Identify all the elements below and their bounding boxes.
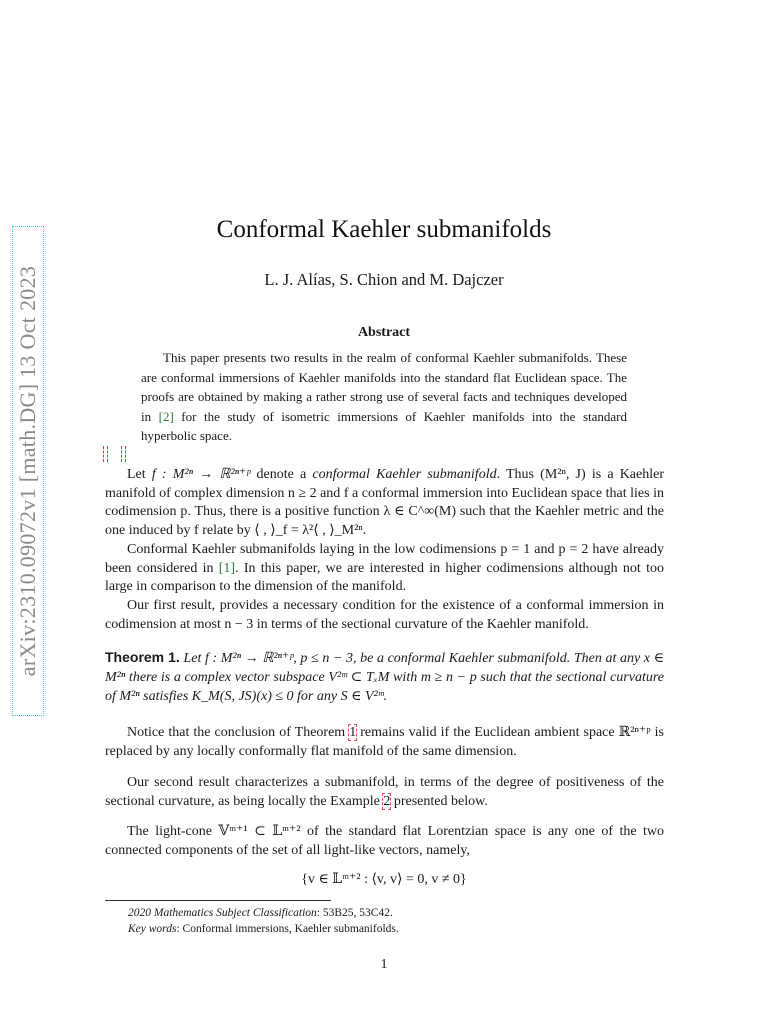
- paragraph-light-cone: The light-cone 𝕍ᵐ⁺¹ ⊂ 𝕃ᵐ⁺² of the standard flat Lorentzian space is any one of the two connected components of the set of all light-like vectors, namely,: [105, 824, 664, 858]
- intro-text-start: Let: [127, 467, 152, 482]
- keywords-value: : Conformal immersions, Kaehler submanifolds.: [176, 923, 399, 935]
- footnotes: [128, 905, 668, 937]
- intro-map-formula: f : M²ⁿ → ℝ²ⁿ⁺ᵖ: [151, 467, 251, 482]
- intro-emphasis: conformal Kaehler submanifold: [312, 467, 497, 482]
- link-anchor-marker[interactable]: [103, 446, 108, 462]
- theorem-reference-link[interactable]: 1: [349, 725, 357, 741]
- theorem-1: [105, 648, 664, 706]
- p2-text-after: . In this paper, we are interested in higher codimensions although not too large in comparison to the dimension of the manifold.: [105, 560, 664, 595]
- p2-text-before: Conformal Kaehler submanifolds laying in the low codimensions p = 1 and p = 2 have already been considered in: [105, 541, 664, 576]
- msc-value: : 53B25, 53C42.: [316, 907, 393, 919]
- abstract-body: [141, 348, 627, 446]
- theorem-label: Theorem 1.: [105, 649, 180, 666]
- abstract-heading: Abstract: [357, 325, 411, 340]
- paragraph-intro: [105, 466, 664, 541]
- footnote-divider: [105, 900, 331, 901]
- p5-text-before: Our second result characterizes a submanifold, in terms of the degree of positiveness of the sectional curvature, as being locally the Example: [105, 774, 664, 809]
- footnote-msc: [128, 905, 668, 921]
- paper-authors: L. J. Alías, S. Chion and M. Dajczer: [264, 270, 504, 289]
- intro-text-mid: denote a: [250, 467, 313, 482]
- msc-label: 2020 Mathematics Subject Classification: [128, 907, 317, 919]
- abstract-text-part-1: This paper presents two results in the realm of conformal Kaehler submanifolds. These are conformal immersions of Kaehler manifolds into the standard flat Euclidean space. The proofs are obtained by making a rather strong use of several facts and techniques developed in: [141, 350, 627, 424]
- link-anchor-marker[interactable]: [121, 446, 126, 462]
- paragraph-second-result: [105, 774, 664, 811]
- intro-text-rest: . Thus (M²ⁿ, J) is a Kaehler manifold of complex dimension n ≥ 2 and f a conformal immersion into Euclidean space that lies in codimension p. Thus, there is a positive function λ ∈ C^∞(M) such that the Kaehler metric and the one induced by f relate by ⟨ , ⟩_f = λ²⟨ , ⟩_M²ⁿ.: [105, 467, 665, 539]
- example-reference-link[interactable]: 2: [383, 793, 391, 809]
- p4-text-before: Notice that the conclusion of Theorem: [127, 725, 350, 741]
- arxiv-identifier-stamp[interactable]: [12, 226, 44, 716]
- paragraph-first-result: Our first result, provides a necessary condition for the existence of a conformal immersion in codimension at most n − 3 in terms of the sectional curvature of the Kaehler manifold.: [105, 597, 664, 632]
- p4-text-after: remains valid if the Euclidean ambient space ℝ²ⁿ⁺ᵖ is replaced by any locally conformally flat manifold of the same dimension.: [105, 725, 665, 760]
- main-body: [105, 466, 664, 861]
- paragraph-remark: [105, 724, 664, 761]
- paragraph-low-codimension: [105, 541, 664, 597]
- page-number: 1: [380, 957, 388, 972]
- abstract-citation-link[interactable]: [2]: [158, 408, 174, 424]
- theorem-statement: Let f : M²ⁿ → ℝ²ⁿ⁺ᵖ, p ≤ n − 3, be a conformal Kaehler submanifold. Then at any x ∈ M²ⁿ there is a complex vector subspace V²ᵐ ⊂ TₓM with m ≥ n − p such that the sectional curvature of M²ⁿ satisfies K_M(S, JS)(x) ≤ 0 for any S ∈ V²ᵐ.: [105, 651, 664, 704]
- paper-title: Conformal Kaehler submanifolds: [216, 216, 552, 243]
- footnote-keywords: [128, 921, 668, 937]
- display-equation: {v ∈ 𝕃ᵐ⁺² : ⟨v, v⟩ = 0, v ≠ 0}: [301, 872, 467, 887]
- abstract-text-part-2: for the study of isometric immersions of Kaehler manifolds into the standard hyperbolic space.: [141, 408, 627, 443]
- keywords-label: Key words: [128, 923, 177, 935]
- p5-text-after: presented below.: [390, 793, 488, 809]
- arxiv-identifier-text: arXiv:2310.09072v1 [math.DG] 13 Oct 2023: [15, 265, 40, 677]
- citation-link[interactable]: [1]: [218, 560, 236, 576]
